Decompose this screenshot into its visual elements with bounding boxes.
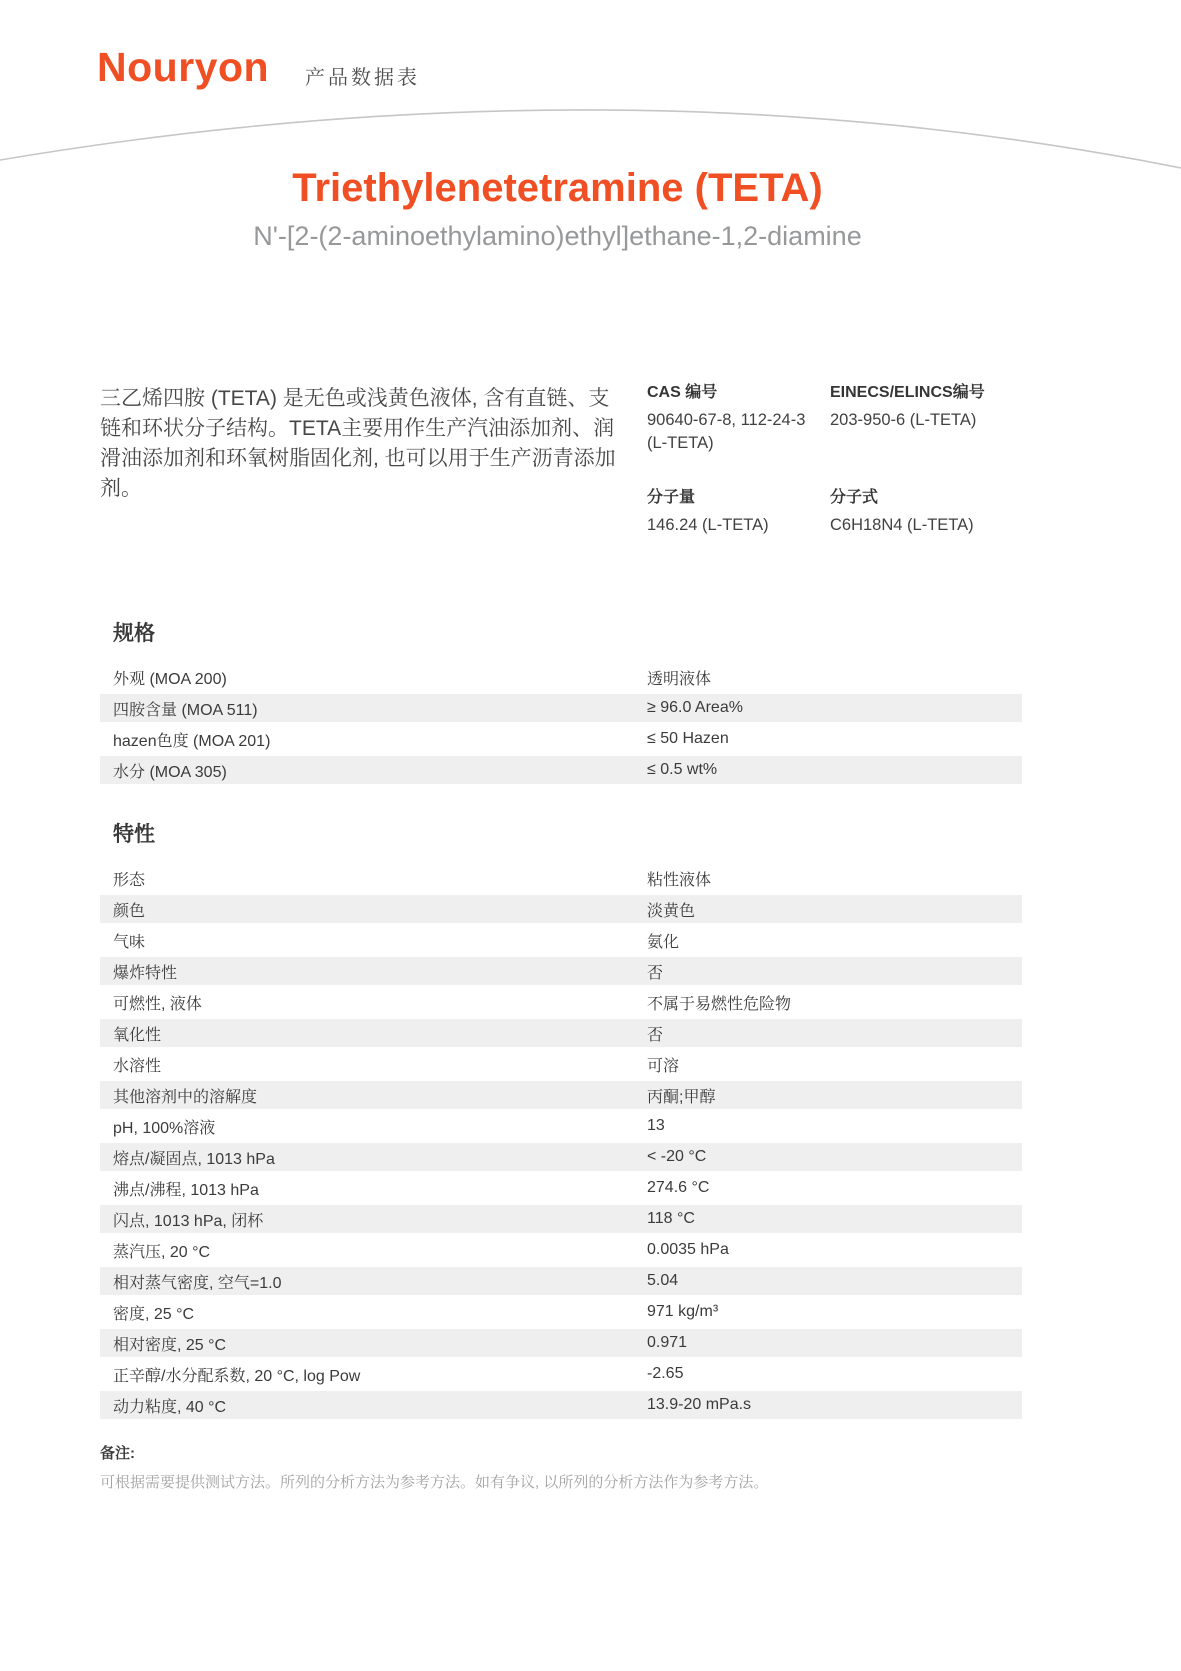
table-row — [100, 1267, 1022, 1295]
property-label: 颜色 — [113, 902, 146, 920]
table-row — [100, 895, 1022, 923]
property-label: 可燃性, 液体 — [113, 995, 202, 1013]
property-value: 118 °C — [647, 1210, 695, 1227]
property-label: 沸点/沸程, 1013 hPa — [113, 1181, 259, 1199]
property-label: 形态 — [113, 871, 146, 889]
spec-label: 外观 (MOA 200) — [113, 670, 227, 688]
table-row — [100, 756, 1022, 784]
identifier-value: C6H18N4 (L-TETA) — [830, 516, 974, 534]
title-block — [0, 166, 1181, 252]
property-label: 水溶性 — [113, 1057, 162, 1075]
identifier-label: 分子量 — [647, 489, 696, 506]
property-label: 蒸汽压, 20 °C — [113, 1243, 211, 1261]
table-row — [100, 1298, 1022, 1326]
table-row — [100, 1143, 1022, 1171]
property-value: 0.971 — [647, 1334, 688, 1351]
table-row — [100, 1391, 1022, 1419]
property-value: 不属于易燃性危险物 — [647, 995, 792, 1013]
property-value: 13.9-20 mPa.s — [647, 1396, 752, 1413]
property-label: 相对密度, 25 °C — [113, 1336, 227, 1354]
page-title: Triethylenetetramine (TETA) — [292, 166, 823, 210]
identifier-value: 146.24 (L-TETA) — [647, 516, 769, 534]
property-value: 氨化 — [647, 933, 680, 951]
product-description: 三乙烯四胺 (TETA) 是无色或浅黄色液体, 含有直链、支链和环状分子结构。TETA主要用作生产汽油添加剂、润滑油添加剂和环氧树脂固化剂, 也可以用于生产沥青添加剂。 — [100, 387, 616, 500]
property-value: 丙酮;甲醇 — [647, 1088, 716, 1106]
table-row — [100, 1050, 1022, 1078]
spec-value: ≤ 0.5 wt% — [647, 761, 718, 778]
property-label: pH, 100%溶液 — [113, 1119, 216, 1137]
property-value: 粘性液体 — [647, 871, 712, 889]
spec-label: hazen色度 (MOA 201) — [113, 732, 271, 750]
table-row — [100, 1019, 1022, 1047]
property-label: 熔点/凝固点, 1013 hPa — [113, 1150, 275, 1168]
properties-table — [100, 864, 1022, 1419]
table-row — [100, 864, 1022, 892]
property-value: 971 kg/m³ — [647, 1303, 719, 1320]
property-value: 13 — [647, 1117, 665, 1134]
table-row — [100, 1360, 1022, 1388]
notes-section — [100, 1442, 1050, 1494]
identifier-item — [647, 379, 830, 454]
property-label: 闪点, 1013 hPa, 闭杯 — [113, 1212, 264, 1230]
identifier-grid — [647, 379, 1039, 537]
table-row — [100, 1174, 1022, 1202]
spec-label: 水分 (MOA 305) — [113, 763, 227, 781]
notes-text: 可根据需要提供测试方法。所列的分析方法为参考方法。如有争议, 以所列的分析方法作为参考方法。 — [100, 1474, 769, 1491]
table-row — [100, 988, 1022, 1016]
table-row — [100, 663, 1022, 691]
property-label: 相对蒸气密度, 空气=1.0 — [113, 1274, 282, 1292]
table-row — [100, 1329, 1022, 1357]
property-label: 正辛醇/水分配系数, 20 °C, log Pow — [113, 1367, 361, 1385]
specifications-heading: 规格 — [113, 622, 155, 645]
property-label: 爆炸特性 — [113, 964, 178, 982]
table-row — [100, 926, 1022, 954]
spec-label: 四胺含量 (MOA 511) — [113, 701, 258, 719]
properties-heading: 特性 — [113, 823, 155, 846]
property-label: 动力粘度, 40 °C — [113, 1398, 227, 1416]
spec-value: ≤ 50 Hazen — [647, 730, 729, 747]
property-label: 气味 — [113, 933, 146, 951]
identifier-label: EINECS/ELINCS编号 — [830, 384, 985, 401]
property-value: 0.0035 hPa — [647, 1241, 729, 1258]
property-label: 密度, 25 °C — [113, 1305, 195, 1323]
identifier-item — [830, 484, 1039, 537]
table-row — [100, 694, 1022, 722]
property-value: 淡黄色 — [647, 902, 696, 920]
identifier-item — [830, 379, 1039, 454]
table-row — [100, 1081, 1022, 1109]
table-row — [100, 957, 1022, 985]
table-row — [100, 1236, 1022, 1264]
spec-value: 透明液体 — [647, 670, 712, 688]
spec-value: ≥ 96.0 Area% — [647, 699, 743, 716]
property-value: < -20 °C — [647, 1148, 707, 1165]
property-label: 氧化性 — [113, 1026, 162, 1044]
property-value: 否 — [647, 1026, 664, 1044]
properties-section — [100, 818, 1022, 1422]
property-value: -2.65 — [647, 1365, 684, 1382]
specifications-section — [100, 617, 1022, 787]
specifications-table — [100, 663, 1022, 784]
identifier-value: 203-950-6 (L-TETA) — [830, 411, 977, 429]
property-value: 5.04 — [647, 1272, 679, 1289]
property-value: 否 — [647, 964, 664, 982]
table-row — [100, 1112, 1022, 1140]
property-value: 274.6 °C — [647, 1179, 710, 1196]
table-row — [100, 1205, 1022, 1233]
property-label: 其他溶剂中的溶解度 — [113, 1088, 258, 1106]
nouryon-logo: Nouryon — [97, 44, 270, 90]
chemical-name: N'-[2-(2-aminoethylamino)ethyl]ethane-1,2-diamine — [253, 221, 862, 251]
identifier-item — [647, 484, 830, 537]
property-value: 可溶 — [647, 1057, 680, 1075]
identifier-label: CAS 编号 — [647, 384, 718, 401]
notes-heading: 备注: — [100, 1445, 135, 1462]
document-type-label: 产品数据表 — [305, 67, 420, 89]
table-row — [100, 725, 1022, 753]
identifier-label: 分子式 — [830, 489, 879, 506]
identifier-value: 90640-67-8, 112-24-3 (L-TETA) — [647, 411, 806, 452]
